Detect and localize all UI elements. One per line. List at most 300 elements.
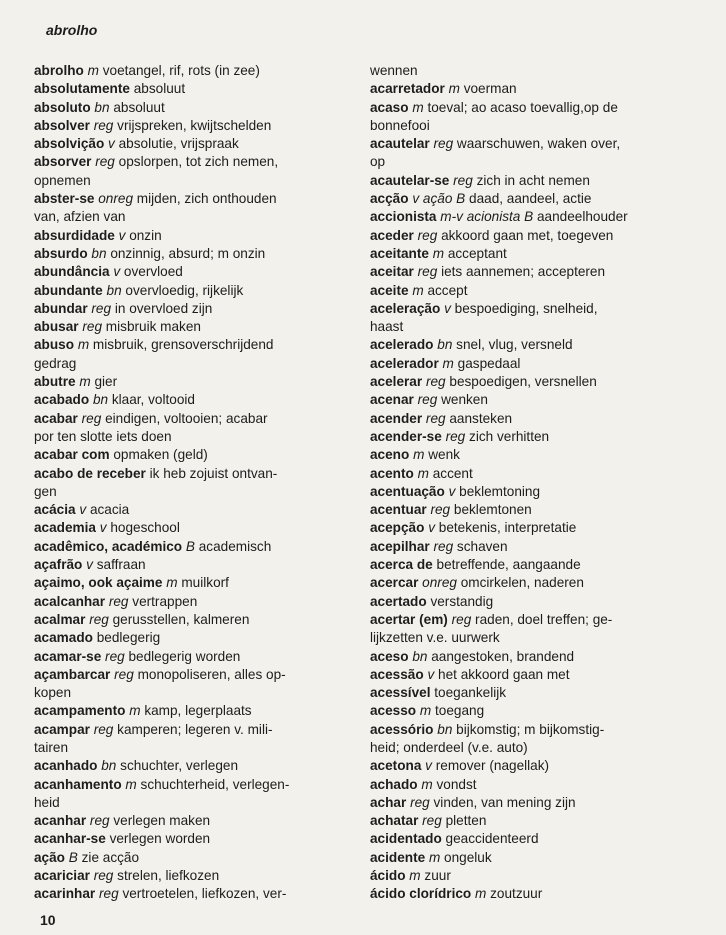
grammar-label: reg xyxy=(453,172,473,188)
definition-text: strelen, liefkozen xyxy=(117,868,220,884)
dictionary-entry-line xyxy=(370,172,688,190)
grammar-label: B xyxy=(185,538,195,554)
definition-text: kamp, legerplaats xyxy=(144,703,252,719)
dictionary-entry-line xyxy=(370,629,688,647)
definition-text: monopoliseren, alles op- xyxy=(137,666,286,682)
dictionary-entry-line xyxy=(34,812,344,830)
headword: acertado xyxy=(370,593,427,609)
grammar-label: v xyxy=(425,758,432,774)
dictionary-entry-line xyxy=(370,117,688,135)
headword: acarretador xyxy=(370,81,445,97)
dictionary-entry-line xyxy=(370,721,688,739)
dictionary-entry-line xyxy=(370,391,688,409)
dictionary-entry-line xyxy=(34,830,344,848)
headword: achatar xyxy=(370,813,419,829)
dictionary-entry-line xyxy=(370,556,688,574)
definition-text: gerusstellen, kalmeren xyxy=(112,611,250,627)
dictionary-entry-line xyxy=(34,556,344,574)
definition-text: zoutzuur xyxy=(490,886,543,902)
definition-text: haast xyxy=(370,319,404,335)
dictionary-entry-line xyxy=(34,282,344,300)
grammar-label: m xyxy=(442,355,454,371)
definition-text: bijkomstig; m bijkomstig- xyxy=(456,721,605,737)
definition-text: vondst xyxy=(436,776,477,792)
definition-text: gier xyxy=(94,374,118,390)
headword: absolver xyxy=(34,117,90,133)
headword: acenar xyxy=(370,392,414,408)
grammar-label: bn xyxy=(437,721,453,737)
definition-text: omcirkelen, naderen xyxy=(460,575,584,591)
dictionary-entry-line xyxy=(34,739,344,757)
grammar-label: reg xyxy=(425,374,446,390)
headword: acanhamento xyxy=(34,776,122,792)
dictionary-entry-line xyxy=(34,519,344,537)
dictionary-entry-line xyxy=(370,867,688,885)
headword: abster-se xyxy=(34,191,95,207)
headword: absurdo xyxy=(34,245,88,261)
headword: acalmar xyxy=(34,611,86,627)
definition-text: akkoord gaan met, toegeven xyxy=(441,227,614,243)
dictionary-entry-line xyxy=(34,867,344,885)
definition-text: onzinnig, absurd; m onzin xyxy=(110,245,266,261)
definition-text: heid xyxy=(34,794,60,810)
headword: abrolho xyxy=(34,63,84,78)
dictionary-entry-line xyxy=(34,99,344,117)
dictionary-entry-line xyxy=(370,648,688,666)
definition-text: zich verhitten xyxy=(469,428,550,444)
definition-text: verstandig xyxy=(430,593,494,609)
headword: acidentado xyxy=(370,831,442,847)
dictionary-entry-line xyxy=(34,318,344,336)
dictionary-entry-line xyxy=(34,172,344,190)
grammar-label: m xyxy=(79,374,91,390)
dictionary-entry-line xyxy=(34,501,344,519)
definition-text: op xyxy=(370,154,386,170)
grammar-label: bn xyxy=(92,392,109,408)
grammar-label: reg xyxy=(89,813,110,829)
grammar-label: m xyxy=(428,849,441,865)
headword: acanhado xyxy=(34,758,98,774)
definition-text: misbruik maken xyxy=(105,319,201,335)
definition-text: in overvloed zijn xyxy=(114,300,213,316)
headword: acelerar xyxy=(370,374,423,390)
dictionary-entry-line xyxy=(34,80,344,98)
headword: acampar xyxy=(34,721,90,737)
grammar-label: reg xyxy=(91,300,112,316)
dictionary-entry-line xyxy=(34,428,344,446)
grammar-label: reg xyxy=(108,593,129,609)
page-number: 10 xyxy=(40,912,56,928)
definition-text: verlegen worden xyxy=(109,831,211,847)
headword: acarinhar xyxy=(34,886,96,902)
headword: acalcanhar xyxy=(34,593,106,609)
dictionary-entry-line xyxy=(34,574,344,592)
headword: acepção xyxy=(370,520,425,536)
definition-text: accent xyxy=(432,465,473,481)
definition-text: accept xyxy=(427,282,468,298)
dictionary-entry-line xyxy=(370,282,688,300)
definition-text: klaar, voltooid xyxy=(111,392,195,408)
grammar-label: reg xyxy=(417,392,438,408)
dictionary-entry-line xyxy=(34,153,344,171)
headword: aceder xyxy=(370,227,414,243)
grammar-label: m xyxy=(475,886,487,902)
dictionary-entry-line xyxy=(370,410,688,428)
definition-text: overvloedig, rijkelijk xyxy=(125,282,244,298)
headword: acabo de receber xyxy=(34,465,146,481)
definition-text: iets aannemen; accepteren xyxy=(441,264,606,280)
definition-text: muilkorf xyxy=(181,575,229,591)
definition-text: tairen xyxy=(34,739,69,755)
grammar-label: m xyxy=(417,465,429,481)
grammar-label: m xyxy=(432,245,445,261)
headword: acabar xyxy=(34,410,78,426)
dictionary-entry-line xyxy=(370,574,688,592)
headword: aceite xyxy=(370,282,409,298)
dictionary-entry-line xyxy=(34,757,344,775)
headword: açafrão xyxy=(34,557,83,573)
dictionary-entry-line xyxy=(34,410,344,428)
dictionary-entry-line xyxy=(370,153,688,171)
grammar-label: m xyxy=(166,575,178,591)
headword: acção xyxy=(370,191,409,207)
dictionary-entry-line xyxy=(370,190,688,208)
headword: abundância xyxy=(34,264,110,280)
dictionary-entry-line xyxy=(34,391,344,409)
definition-text: overvloed xyxy=(123,264,183,280)
definition-text: snel, vlug, versneld xyxy=(456,337,573,353)
dictionary-entry-line xyxy=(34,190,344,208)
grammar-label: v xyxy=(118,227,126,243)
grammar-label: m xyxy=(129,703,141,719)
grammar-label: reg xyxy=(430,502,451,518)
definition-text: gedrag xyxy=(34,355,77,371)
grammar-label: reg xyxy=(433,538,454,554)
headword: aceitar xyxy=(370,264,414,280)
dictionary-entry-line xyxy=(370,300,688,318)
dictionary-entry-line xyxy=(370,245,688,263)
running-head: abrolho xyxy=(46,22,98,38)
definition-text: vertrappen xyxy=(132,593,198,609)
dictionary-entry-line xyxy=(370,739,688,757)
dictionary-entry-line xyxy=(34,684,344,702)
dictionary-entry-line xyxy=(34,446,344,464)
definition-text: beklemtoning xyxy=(459,483,541,499)
dictionary-entry-line xyxy=(370,593,688,611)
headword: abutre xyxy=(34,374,76,390)
dictionary-entry-line xyxy=(34,300,344,318)
definition-text: wenken xyxy=(441,392,488,408)
headword: acentuação xyxy=(370,483,445,499)
definition-text: beklemtonen xyxy=(453,502,532,518)
definition-text: bedlegerig xyxy=(96,630,161,646)
grammar-label: reg xyxy=(99,886,119,902)
dictionary-entry-line xyxy=(370,666,688,684)
headword: abundar xyxy=(34,300,88,316)
definition-text: opmaken (geld) xyxy=(113,447,208,463)
headword: achado xyxy=(370,776,418,792)
dictionary-entry-line xyxy=(34,336,344,354)
dictionary-entry-line xyxy=(370,355,688,373)
dictionary-entry-line xyxy=(370,885,688,903)
headword: ação xyxy=(34,849,65,865)
definition-text: het akkoord gaan met xyxy=(438,666,570,682)
definition-text: absoluut xyxy=(133,81,186,97)
headword: acautelar-se xyxy=(370,172,450,188)
definition-text: mijden, zich onthouden xyxy=(136,191,277,207)
dictionary-entry-line xyxy=(370,519,688,537)
definition-text: opnemen xyxy=(34,172,91,188)
headword: acidente xyxy=(370,849,426,865)
dictionary-entry-line xyxy=(34,483,344,501)
definition-text: eindigen, voltooien; acabar xyxy=(105,410,268,426)
left-column xyxy=(34,62,344,904)
headword: acento xyxy=(370,465,414,481)
dictionary-entry-line xyxy=(370,465,688,483)
grammar-label: reg xyxy=(93,721,114,737)
dictionary-entry-line xyxy=(34,794,344,812)
definition-text: absoluut xyxy=(113,99,165,115)
headword: acepilhar xyxy=(370,538,430,554)
headword: acadêmico, académico xyxy=(34,538,183,554)
grammar-label: v xyxy=(113,264,121,280)
headword: acessão xyxy=(370,666,424,682)
grammar-label: bn xyxy=(94,99,110,115)
definition-text: toegankelijk xyxy=(434,685,507,701)
grammar-label: B xyxy=(68,849,78,865)
headword: absolutamente xyxy=(34,81,130,97)
grammar-label: m xyxy=(413,447,425,463)
definition-text: raden, doel treffen; ge- xyxy=(475,611,613,627)
definition-text: misbruik, grensoverschrijdend xyxy=(92,337,274,353)
definition-text: schuchterheid, verlegen- xyxy=(140,776,290,792)
grammar-label: m xyxy=(448,81,460,97)
headword: ácido xyxy=(370,868,406,884)
grammar-label: bn xyxy=(106,282,122,298)
grammar-label: reg xyxy=(410,794,430,810)
definition-text: wennen xyxy=(370,63,418,78)
headword: absorver xyxy=(34,154,92,170)
headword: acetona xyxy=(370,758,422,774)
headword: acesso xyxy=(370,703,417,719)
dictionary-entry-line xyxy=(370,501,688,519)
headword: acanhar-se xyxy=(34,831,106,847)
headword: acender-se xyxy=(370,428,442,444)
dictionary-entry-line xyxy=(370,62,688,80)
definition-text: zuur xyxy=(424,868,451,884)
grammar-label: reg xyxy=(82,319,103,335)
dictionary-entry-line xyxy=(34,648,344,666)
headword: acender xyxy=(370,410,423,426)
grammar-label: bn xyxy=(412,648,428,664)
definition-text: betreffende, aangaande xyxy=(436,557,581,573)
grammar-label: v xyxy=(427,666,435,682)
grammar-label: onreg xyxy=(98,191,134,207)
grammar-label: reg xyxy=(105,648,125,664)
dictionary-entry-line xyxy=(34,208,344,226)
dictionary-entry-line xyxy=(370,794,688,812)
dictionary-entry-line xyxy=(34,721,344,739)
headword: abundante xyxy=(34,282,103,298)
dictionary-entry-line xyxy=(34,135,344,153)
definition-text: acacia xyxy=(89,502,130,518)
headword: acampamento xyxy=(34,703,126,719)
definition-text: voetangel, rif, rots (in zee) xyxy=(102,63,260,78)
definition-text: gaspedaal xyxy=(457,355,521,371)
grammar-label: m xyxy=(87,63,99,78)
dictionary-entry-line xyxy=(370,830,688,848)
definition-text: vrijspreken, kwijtschelden xyxy=(117,117,272,133)
grammar-label: m xyxy=(409,868,421,884)
dictionary-entry-line xyxy=(370,684,688,702)
dictionary-entry-line xyxy=(34,465,344,483)
dictionary-entry-line xyxy=(370,611,688,629)
definition-text: pletten xyxy=(445,813,487,829)
headword: abusar xyxy=(34,319,79,335)
dictionary-entry-line xyxy=(34,849,344,867)
grammar-label: m xyxy=(77,337,90,353)
headword: absolvição xyxy=(34,136,105,152)
definition-text: gen xyxy=(34,483,57,499)
headword: absurdidade xyxy=(34,227,115,243)
definition-text: bonnefooi xyxy=(370,117,430,133)
dictionary-entry-line xyxy=(370,428,688,446)
grammar-label: reg xyxy=(89,611,109,627)
headword: acamar-se xyxy=(34,648,102,664)
grammar-label: v xyxy=(79,502,87,518)
grammar-label: v xyxy=(108,136,115,152)
grammar-label: bn xyxy=(437,337,453,353)
dictionary-entry-line xyxy=(370,776,688,794)
grammar-label: m-v acionista B xyxy=(440,209,534,225)
grammar-label: v xyxy=(86,557,93,573)
grammar-label: v xyxy=(99,520,107,536)
definition-text: van, afzien van xyxy=(34,209,126,225)
definition-text: saffraan xyxy=(96,557,146,573)
grammar-label: v xyxy=(428,520,435,536)
definition-text: vinden, van mening zijn xyxy=(433,794,576,810)
definition-text: acceptant xyxy=(447,245,507,261)
dictionary-entry-line xyxy=(370,757,688,775)
headword: academia xyxy=(34,520,96,536)
dictionary-entry-line xyxy=(34,885,344,903)
headword: aceitante xyxy=(370,245,429,261)
definition-text: remover (nagellak) xyxy=(435,758,550,774)
dictionary-entry-line xyxy=(370,446,688,464)
definition-text: toeval; ao acaso toevallig,op de xyxy=(427,99,618,115)
definition-text: ik heb zojuist ontvan- xyxy=(149,465,278,481)
definition-text: zich in acht nemen xyxy=(476,172,590,188)
dictionary-entry-line xyxy=(370,135,688,153)
definition-text: betekenis, interpretatie xyxy=(438,520,577,536)
definition-text: daad, aandeel, actie xyxy=(469,191,592,207)
definition-text: por ten slotte iets doen xyxy=(34,428,172,444)
grammar-label: v xyxy=(444,300,451,316)
headword: acabado xyxy=(34,392,90,408)
definition-text: aansteken xyxy=(449,410,513,426)
definition-text: lijkzetten v.e. uurwerk xyxy=(370,630,500,646)
grammar-label: m xyxy=(412,282,424,298)
dictionary-entry-line xyxy=(370,373,688,391)
definition-text: onzin xyxy=(129,227,162,243)
definition-text: opslorpen, tot zich nemen, xyxy=(118,154,279,170)
dictionary-entry-line xyxy=(370,336,688,354)
grammar-label: m xyxy=(421,776,433,792)
dictionary-entry-line xyxy=(34,666,344,684)
definition-text: bedlegerig worden xyxy=(128,648,241,664)
headword: acertar (em) xyxy=(370,611,448,627)
dictionary-entry-line xyxy=(370,812,688,830)
grammar-label: reg xyxy=(422,813,442,829)
grammar-label: v ação B xyxy=(412,191,466,207)
grammar-label: m xyxy=(412,99,424,115)
grammar-label: reg xyxy=(451,611,472,627)
dictionary-entry-line xyxy=(34,263,344,281)
headword: acentuar xyxy=(370,502,427,518)
headword: acaso xyxy=(370,99,409,115)
headword: ácido clorídrico xyxy=(370,886,472,902)
dictionary-entry-line xyxy=(34,593,344,611)
dictionary-entry-line xyxy=(34,538,344,556)
definition-text: academisch xyxy=(198,538,272,554)
headword: absoluto xyxy=(34,99,91,115)
dictionary-entry-line xyxy=(370,538,688,556)
definition-text: schaven xyxy=(456,538,508,554)
grammar-label: bn xyxy=(91,245,107,261)
dictionary-entry-line xyxy=(34,227,344,245)
grammar-label: reg xyxy=(417,227,438,243)
headword: acercar xyxy=(370,575,419,591)
definition-text: geaccidenteerd xyxy=(445,831,539,847)
definition-text: bespoediging, snelheid, xyxy=(454,300,598,316)
dictionary-entry-line xyxy=(370,263,688,281)
dictionary-entry-line xyxy=(34,355,344,373)
dictionary-entry-line xyxy=(34,629,344,647)
definition-text: bespoedigen, versnellen xyxy=(449,374,597,390)
headword: acanhar xyxy=(34,813,87,829)
dictionary-entry-line xyxy=(370,227,688,245)
dictionary-entry-line xyxy=(34,373,344,391)
grammar-label: reg xyxy=(445,428,466,444)
grammar-label: m xyxy=(419,703,432,719)
grammar-label: reg xyxy=(95,154,115,170)
definition-text: zie acção xyxy=(81,849,140,865)
dictionary-entry-line xyxy=(34,776,344,794)
headword: acácia xyxy=(34,502,76,518)
dictionary-entry-line xyxy=(370,99,688,117)
dictionary-entry-line xyxy=(34,611,344,629)
definition-text: aandeelhouder xyxy=(536,209,628,225)
definition-text: verlegen maken xyxy=(113,813,211,829)
dictionary-entry-line xyxy=(34,62,344,80)
grammar-label: reg xyxy=(433,136,454,152)
dictionary-entry-line xyxy=(34,245,344,263)
definition-text: kopen xyxy=(34,685,72,701)
definition-text: ongeluk xyxy=(444,849,492,865)
definition-text: absolutie, vrijspraak xyxy=(118,136,239,152)
headword: achar xyxy=(370,794,407,810)
grammar-label: v xyxy=(448,483,456,499)
grammar-label: reg xyxy=(81,410,102,426)
headword: acessório xyxy=(370,721,434,737)
headword: acelerador xyxy=(370,355,439,371)
dictionary-entry-line xyxy=(370,702,688,720)
dictionary-entry-line xyxy=(370,849,688,867)
dictionary-entry-line xyxy=(34,702,344,720)
headword: aceno xyxy=(370,447,410,463)
grammar-label: reg xyxy=(93,117,114,133)
dictionary-entry-line xyxy=(370,318,688,336)
